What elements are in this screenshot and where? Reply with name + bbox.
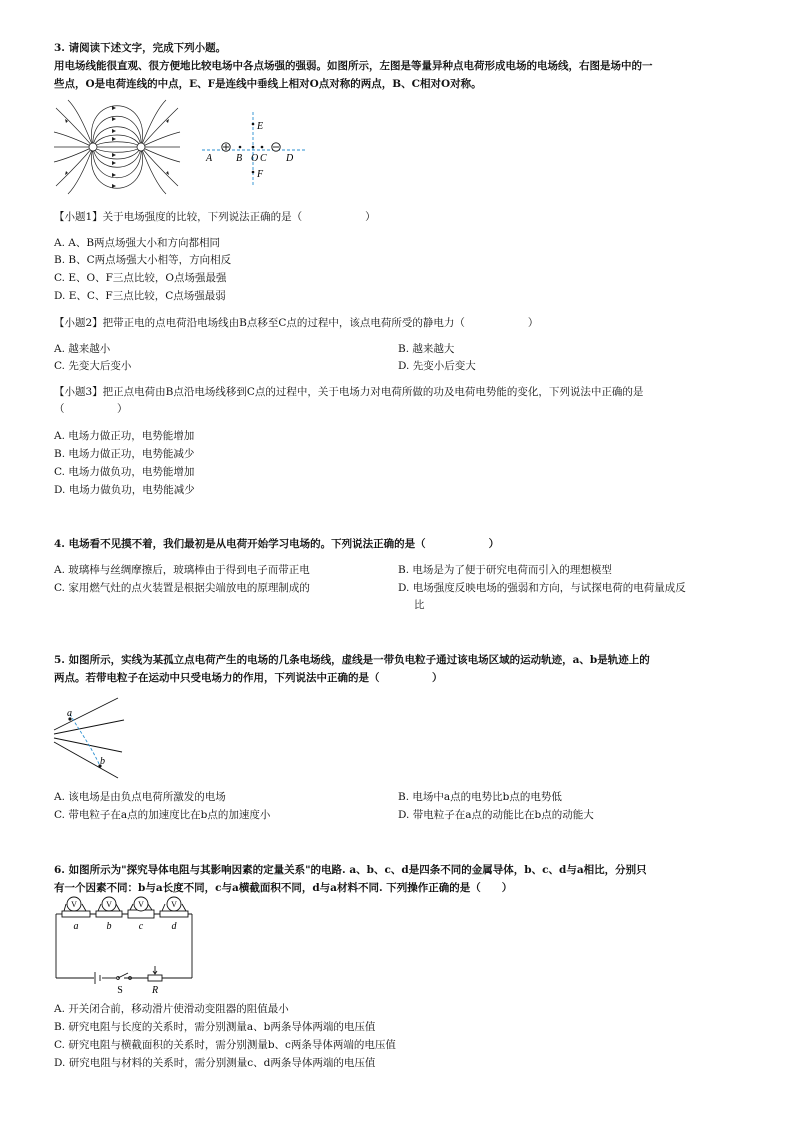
q3-sub3-stem-line1: 【小题3】把正点电荷由B点沿电场线移到C点的过程中，关于电场力对电荷所做的功及电荷电势能的变化，下列说法中正确的是 — [54, 386, 644, 398]
label-conductor-d: d — [171, 921, 177, 932]
q4-option-d[interactable]: D. 电场强度反映电场的强弱和方向，与试探电荷的电荷量成反 — [398, 582, 686, 594]
q6-stem-line2: 有一个因素不同：b与a长度不同，c与a横截面积不同，d与a材料不同. 下列操作正确的是（ ） — [54, 882, 513, 894]
label-O: O — [251, 153, 259, 164]
q6-stem-line1: 6. 如图所示为"探究导体电阻与其影响因素的定量关系"的电路. a、b、c、d是四条不同的金属导体，b、c、d与a相比，分别只 — [54, 864, 647, 876]
q4-stem: 4. 电场看不见摸不着，我们最初是从电荷开始学习电场的。下列说法正确的是（ ） — [54, 538, 500, 550]
voltmeter-label: V — [171, 900, 177, 909]
q3-sub3-stem-line2: （ ） — [54, 403, 128, 415]
q3-sub1-option-d[interactable]: D. E、C、F三点比较，C点场强最弱 — [54, 290, 226, 302]
label-conductor-a: a — [73, 921, 79, 932]
q4-option-a[interactable]: A. 玻璃棒与丝绸摩擦后，玻璃棒由于得到电子而带正电 — [54, 564, 310, 576]
q4-option-d-cont: 比 — [414, 599, 425, 611]
dipole-field-lines-figure — [52, 98, 182, 196]
label-conductor-c: c — [138, 921, 144, 932]
label-A: A — [206, 153, 213, 164]
field-trajectory-figure — [52, 694, 132, 780]
q4-option-c[interactable]: C. 家用燃气灶的点火装置是根据尖端放电的原理制成的 — [54, 582, 310, 594]
q5-option-d[interactable]: D. 带电粒子在a点的动能比在b点的动能大 — [398, 809, 594, 821]
voltmeter-label: V — [138, 900, 144, 909]
label-F: F — [257, 169, 264, 180]
label-C: C — [260, 153, 267, 164]
circuit-figure — [52, 896, 200, 994]
q3-sub3-option-c[interactable]: C. 电场力做负功，电势能增加 — [54, 466, 195, 478]
q3-sub1-option-a[interactable]: A. A、B两点场强大小和方向都相同 — [54, 237, 221, 249]
label-D: D — [286, 153, 294, 164]
q3-sub3-option-d[interactable]: D. 电场力做负功，电势能减少 — [54, 484, 195, 496]
label-switch-S: S — [117, 985, 123, 994]
q4-option-b[interactable]: B. 电场是为了便于研究电荷而引入的理想模型 — [398, 564, 612, 576]
label-conductor-b: b — [106, 921, 112, 932]
q3-sub1-option-c[interactable]: C. E、O、F三点比较，O点场强最强 — [54, 272, 227, 284]
q5-option-b[interactable]: B. 电场中a点的电势比b点的电势低 — [398, 791, 562, 803]
label-b: b — [100, 756, 105, 767]
q3-sub1-option-b[interactable]: B. B、C两点场强大小相等，方向相反 — [54, 254, 232, 266]
q5-option-c[interactable]: C. 带电粒子在a点的加速度比在b点的加速度小 — [54, 809, 271, 821]
points-figure — [200, 110, 310, 188]
q3-sub2-option-c[interactable]: C. 先变大后变小 — [54, 360, 132, 372]
voltmeter-label: V — [71, 900, 77, 909]
q6-option-b[interactable]: B. 研究电阻与长度的关系时，需分别测量a、b两条导体两端的电压值 — [54, 1021, 376, 1033]
q3-sub1-stem: 【小题1】关于电场强度的比较，下列说法正确的是（ ） — [54, 211, 376, 223]
q3-sub2-stem: 【小题2】把带正电的点电荷沿电场线由B点移至C点的过程中，该点电荷所受的静电力（ ） — [54, 317, 539, 329]
label-rheostat-R: R — [151, 985, 159, 994]
q6-option-a[interactable]: A. 开关闭合前，移动滑片使滑动变阻器的阻值最小 — [54, 1003, 289, 1015]
q6-option-c[interactable]: C. 研究电阻与横截面积的关系时，需分别测量b、c两条导体两端的电压值 — [54, 1039, 396, 1051]
q3-sub3-option-a[interactable]: A. 电场力做正功，电势能增加 — [54, 430, 195, 442]
q3-sub2-option-a[interactable]: A. 越来越小 — [54, 343, 111, 355]
q5-option-a[interactable]: A. 该电场是由负点电荷所激发的电场 — [54, 791, 226, 803]
voltmeter-label: V — [106, 900, 112, 909]
q3-sub2-option-b[interactable]: B. 越来越大 — [398, 343, 455, 355]
label-B: B — [236, 153, 243, 164]
label-a: a — [67, 708, 72, 719]
q3-intro-line1: 用电场线能很直观、很方便地比较电场中各点场强的强弱。如图所示，左图是等量异种点电荷形成电场的电场线，右图是场中的一 — [54, 60, 653, 72]
q5-stem-line2: 两点。若带电粒子在运动中只受电场力的作用，下列说法中正确的是（ ） — [54, 672, 443, 684]
q3-sub3-option-b[interactable]: B. 电场力做正功，电势能减少 — [54, 448, 195, 460]
q3-title: 3. 请阅读下述文字，完成下列小题。 — [54, 42, 227, 54]
q6-option-d[interactable]: D. 研究电阻与材料的关系时，需分别测量c、d两条导体两端的电压值 — [54, 1057, 376, 1069]
q3-sub2-option-d[interactable]: D. 先变小后变大 — [398, 360, 476, 372]
q5-stem-line1: 5. 如图所示，实线为某孤立点电荷产生的电场的几条电场线，虚线是一带负电粒子通过该电场区域的运动轨迹，a、b是轨迹上的 — [54, 654, 650, 666]
label-E: E — [257, 121, 264, 132]
q3-intro-line2: 些点，O是电荷连线的中点，E、F是连线中垂线上相对O点对称的两点，B、C相对O对称。 — [54, 78, 482, 90]
